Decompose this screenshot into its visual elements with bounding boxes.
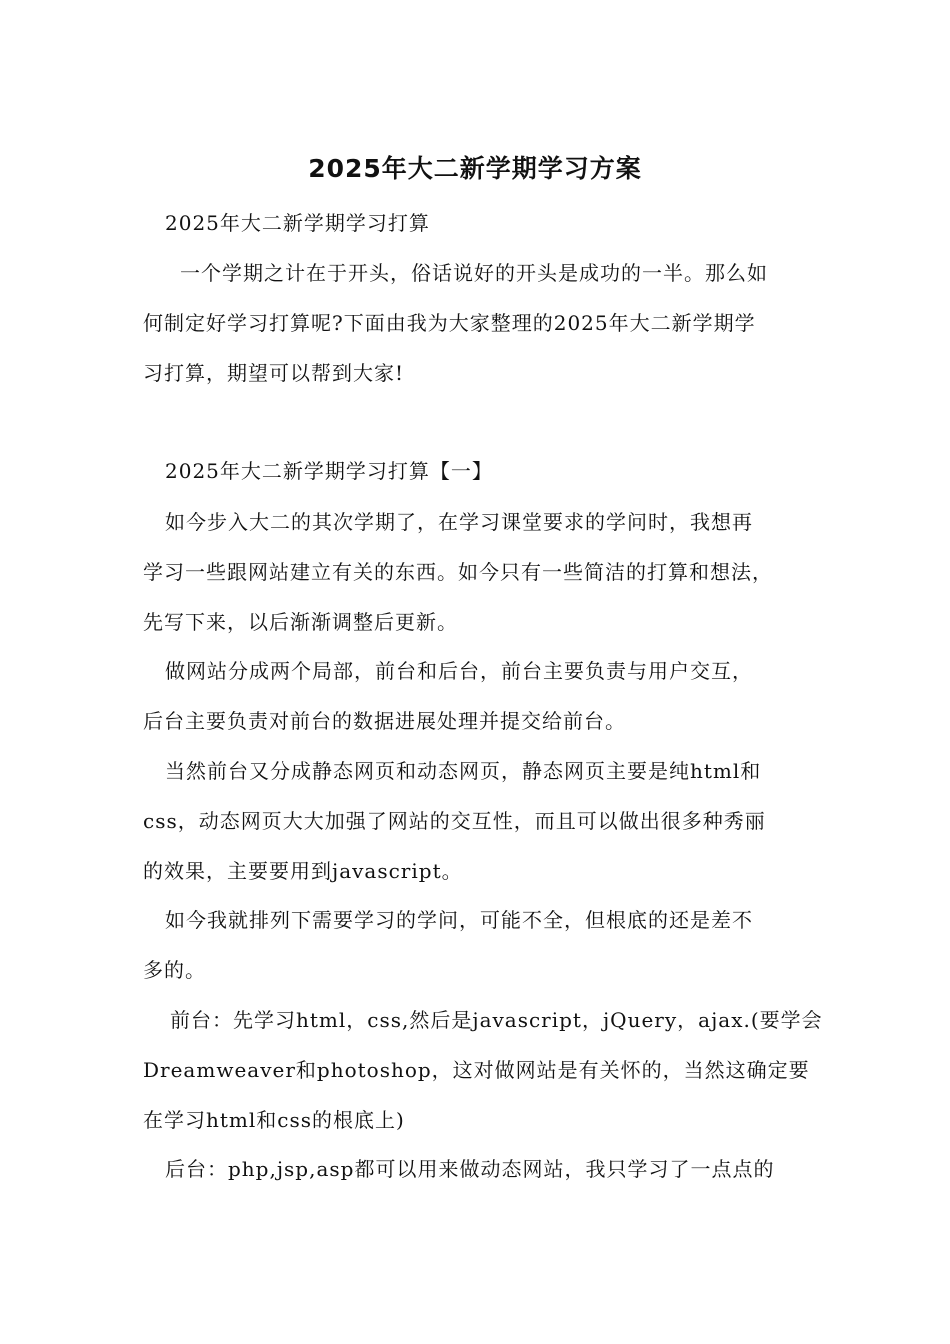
body-paragraph (143, 646, 823, 746)
paragraph-line: css，动态网页大大加强了网站的交互性，而且可以做出很多种秀丽 (143, 809, 766, 833)
paragraph-line: 前台：先学习html，css,然后是javascript，jQuery，ajax.(要学会 (170, 1008, 823, 1032)
paragraph-line: 多的。 (143, 958, 206, 982)
paragraph-line: 如今步入大二的其次学期了，在学习课堂要求的学问时，我想再 (165, 510, 753, 534)
body-paragraph (143, 1144, 823, 1194)
paragraph-line: 何制定好学习打算呢?下面由我为大家整理的2025年大二新学期学 (143, 311, 756, 335)
paragraph-line: Dreamweaver和photoshop，这对做网站是有关怀的，当然这确定要 (143, 1058, 810, 1082)
paragraph-line: 后台主要负责对前台的数据进展处理并提交给前台。 (143, 709, 626, 733)
paragraph-line: 2025年大二新学期学习打算 (165, 211, 430, 235)
paragraph-line: 2025年大二新学期学习打算【一】 (165, 459, 493, 483)
body-paragraph (143, 895, 823, 995)
intro-paragraph (143, 248, 823, 398)
paragraph-line: 在学习html和css的根底上) (143, 1108, 405, 1132)
body-paragraph (143, 746, 823, 896)
section-heading (143, 446, 823, 496)
paragraph-line: 习打算，期望可以帮到大家! (143, 361, 405, 385)
paragraph-line: 做网站分成两个局部，前台和后台，前台主要负责与用户交互， (165, 659, 753, 683)
document-title: 2025年大二新学期学习方案 (308, 154, 642, 183)
paragraph-line: 先写下来，以后渐渐调整后更新。 (143, 610, 458, 634)
body-paragraph (143, 497, 823, 647)
paragraph-line: 的效果，主要要用到javascript。 (143, 859, 463, 883)
paragraph-line: 当然前台又分成静态网页和动态网页，静态网页主要是纯html和 (165, 759, 762, 783)
paragraph-line: 后台：php,jsp,asp都可以用来做动态网站，我只学习了一点点的 (165, 1157, 775, 1181)
paragraph-line: 一个学期之计在于开头，俗话说好的开头是成功的一半。那么如 (180, 261, 768, 285)
paragraph-line: 学习一些跟网站建立有关的东西。如今只有一些简洁的打算和想法， (143, 560, 773, 584)
subtitle-paragraph (143, 198, 823, 248)
body-paragraph (143, 995, 823, 1145)
paragraph-line: 如今我就排列下需要学习的学问，可能不全，但根底的还是差不 (165, 908, 753, 932)
